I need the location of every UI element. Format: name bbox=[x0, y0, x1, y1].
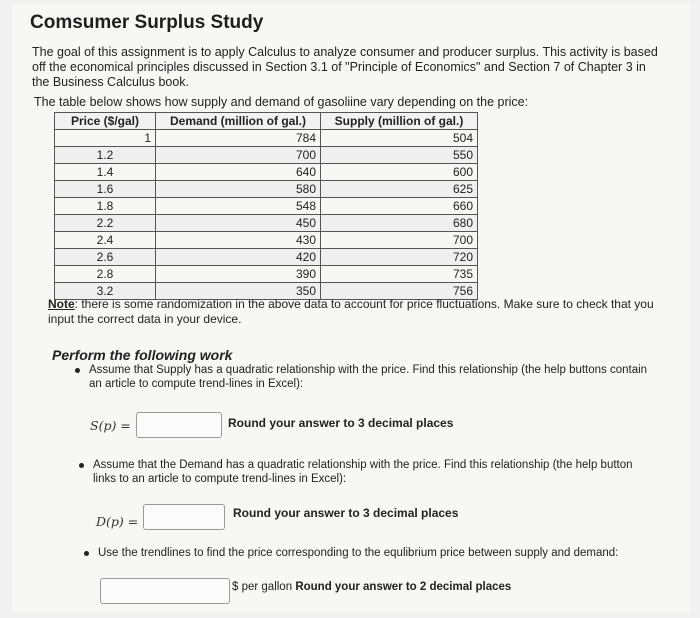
price-cell: 2.6 bbox=[55, 249, 156, 266]
supply-cell: 600 bbox=[321, 164, 478, 181]
page-title: Comsumer Surplus Study bbox=[30, 12, 264, 33]
demand-cell: 430 bbox=[156, 232, 321, 249]
supply-cell: 504 bbox=[321, 130, 478, 147]
table-row bbox=[55, 215, 478, 232]
demand-cell: 784 bbox=[156, 130, 321, 147]
table-row bbox=[55, 130, 478, 147]
column-header-demand: Demand (million of gal.) bbox=[156, 113, 321, 130]
supply-cell: 720 bbox=[321, 249, 478, 266]
equilibrium-hint bbox=[232, 581, 511, 593]
note-label: Note bbox=[48, 297, 75, 311]
worksheet-page bbox=[12, 4, 690, 612]
table-header-row bbox=[55, 113, 478, 130]
demand-cell: 390 bbox=[156, 266, 321, 283]
price-cell: 1.6 bbox=[55, 181, 156, 198]
demand-cell: 580 bbox=[156, 181, 321, 198]
table-row bbox=[55, 198, 478, 215]
supply-demand-table bbox=[54, 112, 478, 300]
price-cell: 1 bbox=[55, 130, 156, 147]
demand-cell: 548 bbox=[156, 198, 321, 215]
demand-cell: 350 bbox=[156, 283, 321, 300]
demand-cell: 700 bbox=[156, 147, 321, 164]
demand-answer-input[interactable] bbox=[143, 504, 225, 530]
bullet-icon bbox=[79, 463, 84, 468]
price-cell: 3.2 bbox=[55, 283, 156, 300]
question-demand bbox=[93, 458, 653, 486]
price-cell: 1.2 bbox=[55, 147, 156, 164]
price-cell: 2.4 bbox=[55, 232, 156, 249]
price-cell: 1.4 bbox=[55, 164, 156, 181]
question-equilibrium-text: Use the trendlines to find the price corresponding to the equlibrium price between supply and demand: bbox=[98, 547, 619, 559]
supply-cell: 625 bbox=[321, 181, 478, 198]
price-cell: 2.2 bbox=[55, 215, 156, 232]
table-row bbox=[55, 266, 478, 283]
supply-cell: 680 bbox=[321, 215, 478, 232]
question-equilibrium bbox=[98, 546, 678, 560]
price-cell: 2.8 bbox=[55, 266, 156, 283]
table-row bbox=[55, 249, 478, 266]
table-row bbox=[55, 164, 478, 181]
intro-paragraph: The goal of this assignment is to apply Calculus to analyze consumer and producer surplus. This activity is based off the economical principles discussed in Section 3.1 of "Principle of Economics" and Section 7 of Chapter 3 in the Business Calculus book. bbox=[32, 45, 658, 89]
table-intro: The table below shows how supply and demand of gasoliine vary depending on the price: bbox=[34, 95, 529, 109]
table-row bbox=[55, 147, 478, 164]
supply-round-hint: Round your answer to 3 decimal places bbox=[228, 416, 454, 430]
table-row bbox=[55, 181, 478, 198]
equilibrium-round-hint: Round your answer to 2 decimal places bbox=[295, 581, 512, 593]
unit-label: $ per gallon bbox=[232, 581, 293, 593]
demand-cell: 450 bbox=[156, 215, 321, 232]
question-demand-text: Assume that the Demand has a quadratic relationship with the price. Find this relationship (the help button links to an article to compute trend-lines in Excel): bbox=[93, 459, 633, 485]
question-supply bbox=[89, 363, 649, 391]
price-cell: 1.8 bbox=[55, 198, 156, 215]
bullet-icon bbox=[84, 551, 89, 556]
supply-formula-label: S(p) = bbox=[90, 418, 131, 433]
bullet-icon bbox=[75, 368, 80, 373]
demand-cell: 420 bbox=[156, 249, 321, 266]
question-supply-text: Assume that Supply has a quadratic relationship with the price. Find this relationship (the help buttons contain an article to compute trend-lines in Excel): bbox=[89, 364, 648, 390]
table-row bbox=[55, 232, 478, 249]
supply-cell: 756 bbox=[321, 283, 478, 300]
demand-cell: 640 bbox=[156, 164, 321, 181]
supply-cell: 660 bbox=[321, 198, 478, 215]
perform-heading: Perform the following work bbox=[52, 347, 233, 363]
supply-cell: 735 bbox=[321, 266, 478, 283]
demand-formula-label: D(p) = bbox=[96, 514, 139, 529]
equilibrium-answer-input[interactable] bbox=[100, 578, 230, 604]
supply-cell: 700 bbox=[321, 232, 478, 249]
demand-round-hint: Round your answer to 3 decimal places bbox=[233, 506, 459, 520]
note-text: : there is some randomization in the above data to account for price fluctuations. Make sure to check that you input the correct data in your device. bbox=[48, 297, 654, 326]
supply-cell: 550 bbox=[321, 147, 478, 164]
note-paragraph bbox=[48, 297, 678, 327]
supply-answer-input[interactable] bbox=[136, 412, 222, 438]
column-header-price: Price ($/gal) bbox=[55, 113, 156, 130]
column-header-supply: Supply (million of gal.) bbox=[321, 113, 478, 130]
